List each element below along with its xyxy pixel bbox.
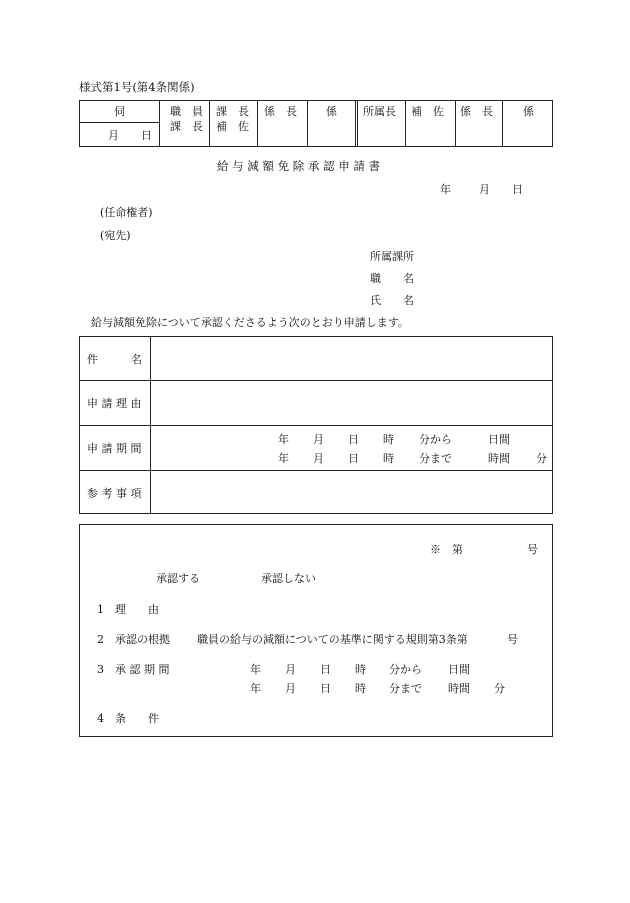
period-day: 日 — [348, 433, 359, 446]
stamp-shozokucho-label: 所属長 — [363, 105, 396, 118]
period-from: 分から — [419, 433, 452, 446]
stamp-hosa-b-cell — [406, 101, 456, 146]
approval-period-from: 分から — [389, 663, 422, 676]
approval-box — [79, 524, 553, 737]
stamp-shokuin-label: 職 員 — [170, 105, 203, 118]
approval-period-year: 年 — [250, 682, 261, 695]
stamp-kakari-b-label: 係 — [523, 105, 534, 118]
table-row — [80, 381, 552, 426]
item2-number: 2 — [97, 633, 104, 646]
stamp-kacho-hosa-cell — [210, 101, 258, 146]
period-day: 日 — [348, 452, 359, 465]
applicant-position: 職 名 — [370, 272, 414, 285]
period-days: 日間 — [488, 433, 510, 446]
document-title: 給 与 減 額 免 除 承 認 申 請 書 — [217, 159, 381, 173]
item2-go: 号 — [507, 633, 518, 646]
period-hours: 時間 — [488, 452, 510, 465]
form-number: 様式第1号(第4条関係) — [79, 80, 195, 94]
approval-period-hour: 時 — [355, 682, 366, 695]
stamp-date-label: 月 日 — [108, 129, 152, 142]
item4-number: 4 — [97, 712, 104, 725]
not-approve-option: 承認しない — [261, 572, 316, 585]
period-hour: 時 — [383, 452, 394, 465]
stamp-shokuin-kacho-cell — [160, 101, 210, 146]
approval-period-minutes: 分 — [494, 682, 505, 695]
period-year: 年 — [278, 433, 289, 446]
period-hour: 時 — [383, 433, 394, 446]
applicant-dept: 所属課所 — [370, 250, 414, 263]
stamp-kakaricho-b-label: 係 長 — [460, 105, 493, 118]
approval-period-month: 月 — [285, 663, 296, 676]
approval-period-hour: 時 — [355, 663, 366, 676]
period-until: 分まで — [419, 452, 452, 465]
date-month: 月 — [479, 183, 490, 196]
appointing-authority: (任命権者) — [100, 206, 153, 219]
row-subject-label: 件 名 — [87, 353, 142, 366]
stamp-table — [79, 100, 553, 147]
period-month: 月 — [313, 433, 324, 446]
stamp-kakari-b-cell — [503, 101, 552, 146]
intro-text: 給与減額免除について承認くださるよう次のとおり申請します。 — [91, 316, 409, 329]
period-year: 年 — [278, 452, 289, 465]
item4-label: 条 件 — [115, 712, 159, 725]
period-month: 月 — [313, 452, 324, 465]
item2-label: 承認の根拠 — [115, 633, 170, 646]
addressee: (宛先) — [100, 229, 131, 242]
item3-number: 3 — [97, 663, 104, 676]
stamp-kacho-label: 課 長 — [170, 120, 203, 133]
row-notes-label: 参 考 事 項 — [87, 487, 142, 500]
applicant-name: 氏 名 — [370, 294, 414, 307]
application-table — [79, 336, 553, 514]
stamp-inquiry-label: 伺 — [114, 105, 125, 118]
stamp-kakari-cell — [308, 101, 355, 146]
stamp-kacho-b-label: 課 長 — [216, 105, 249, 118]
stamp-shozokucho-cell — [358, 101, 406, 146]
approval-period-days: 日間 — [448, 663, 470, 676]
item2-text: 職員の給与の減額についての基準に関する規則第3条第 — [197, 633, 468, 646]
approval-period-month: 月 — [285, 682, 296, 695]
stamp-inquiry-cell — [80, 101, 160, 146]
stamp-kakaricho-label: 係 長 — [264, 105, 297, 118]
row-period-label: 申 請 期 間 — [87, 442, 142, 455]
date-year: 年 — [440, 183, 451, 196]
approve-option: 承認する — [156, 572, 200, 585]
approval-period-day: 日 — [320, 682, 331, 695]
stamp-kakaricho-b-cell — [456, 101, 503, 146]
table-row — [80, 337, 552, 381]
row-reason-label: 申 請 理 由 — [87, 397, 142, 410]
stamp-kakari-label: 係 — [326, 105, 337, 118]
stamp-hosa-b-label: 補 佐 — [411, 105, 444, 118]
date-day: 日 — [512, 183, 523, 196]
approval-period-hours: 時間 — [448, 682, 470, 695]
item3-label: 承 認 期 間 — [115, 663, 170, 676]
stamp-kakaricho-cell — [258, 101, 308, 146]
approval-period-until: 分まで — [389, 682, 422, 695]
approval-number-go: 号 — [527, 543, 538, 556]
stamp-hosa-label: 補 佐 — [216, 120, 249, 133]
approval-period-day: 日 — [320, 663, 331, 676]
approval-period-year: 年 — [250, 663, 261, 676]
approval-number-label: ※ 第 — [430, 543, 463, 556]
item1-number: 1 — [97, 603, 104, 616]
item1-label: 理 由 — [115, 603, 159, 616]
period-minutes: 分 — [536, 452, 547, 465]
